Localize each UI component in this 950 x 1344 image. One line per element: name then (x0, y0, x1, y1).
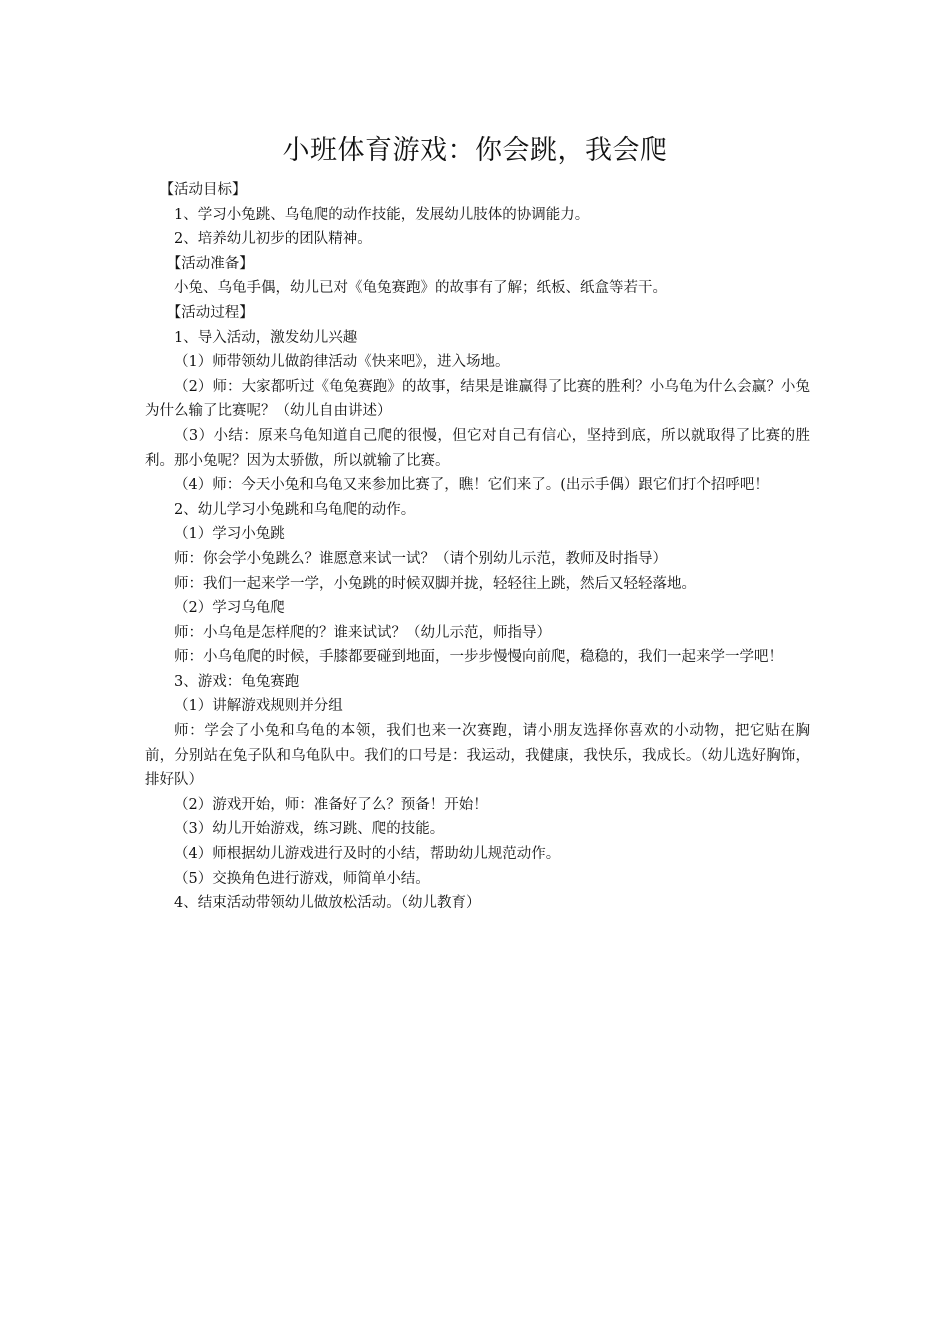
paragraph: （2）师：大家都听过《龟兔赛跑》的故事，结果是谁赢得了比赛的胜利？小乌龟为什么会赢？小兔为什么输了比赛呢？（幼儿自由讲述） (145, 378, 810, 420)
paragraph: （5）交换角色进行游戏，师简单小结。 (174, 870, 430, 887)
document-body (145, 178, 810, 916)
paragraph: 师：学会了小兔和乌龟的本领，我们也来一次赛跑，请小朋友选择你喜欢的小动物，把它贴在胸前，分别站在兔子队和乌龟队中。我们的口号是：我运动，我健康，我快乐，我成长。（幼儿选好胸饰，排好队） (145, 723, 810, 789)
paragraph: 1、导入活动，激发幼儿兴趣 (174, 329, 358, 346)
paragraph: （4）师根据幼儿游戏进行及时的小结，帮助幼儿规范动作。 (174, 846, 561, 863)
paragraph: 2、幼儿学习小兔跳和乌龟爬的动作。 (174, 501, 416, 518)
document-title: 小班体育游戏：你会跳，我会爬 (282, 135, 668, 166)
paragraph: 小兔、乌龟手偶，幼儿已对《龟兔赛跑》的故事有了解；纸板、纸盒等若干。 (174, 280, 667, 297)
paragraph: （2）学习乌龟爬 (174, 600, 285, 617)
paragraph: 师：你会学小兔跳么？谁愿意来试一试？（请个别幼儿示范，教师及时指导） (174, 550, 667, 567)
paragraph: 师：小乌龟爬的时候，手膝都要碰到地面，一步步慢慢向前爬，稳稳的，我们一起来学一学吧！ (174, 649, 783, 666)
section-heading-process: 【活动过程】 (166, 304, 254, 321)
paragraph: （1）讲解游戏规则并分组 (174, 698, 343, 715)
paragraph: 3、游戏：龟兔赛跑 (174, 673, 300, 690)
paragraph: 1、学习小兔跳、乌龟爬的动作技能，发展幼儿肢体的协调能力。 (174, 206, 590, 223)
paragraph: 4、结束活动带领幼儿做放松活动。（幼儿教育） (174, 895, 481, 912)
section-heading-goals: 【活动目标】 (159, 182, 247, 198)
paragraph: （4）师：今天小兔和乌龟又来参加比赛了，瞧！它们来了。(出示手偶）跟它们打个招呼吧！ (174, 477, 769, 494)
paragraph: （1）师带领幼儿做韵律活动《快来吧》，进入场地。 (174, 354, 510, 371)
section-heading-preparation: 【活动准备】 (166, 255, 254, 272)
paragraph: （3）小结：原来乌龟知道自己爬的很慢，但它对自己有信心，坚持到底，所以就取得了比赛的胜利。那小兔呢？因为太骄傲，所以就输了比赛。 (145, 427, 810, 469)
paragraph: （3）幼儿开始游戏，练习跳、爬的技能。 (174, 821, 445, 838)
paragraph: （2）游戏开始，师：准备好了么？预备！开始！ (174, 796, 488, 813)
paragraph: （1）学习小兔跳 (174, 526, 285, 543)
paragraph: 师：我们一起来学一学，小兔跳的时候双脚并拢，轻轻往上跳，然后又轻轻落地。 (174, 575, 696, 592)
paragraph: 师：小乌龟是怎样爬的？谁来试试？（幼儿示范，师指导） (174, 624, 551, 641)
paragraph: 2、培养幼儿初步的团队精神。 (174, 231, 372, 248)
